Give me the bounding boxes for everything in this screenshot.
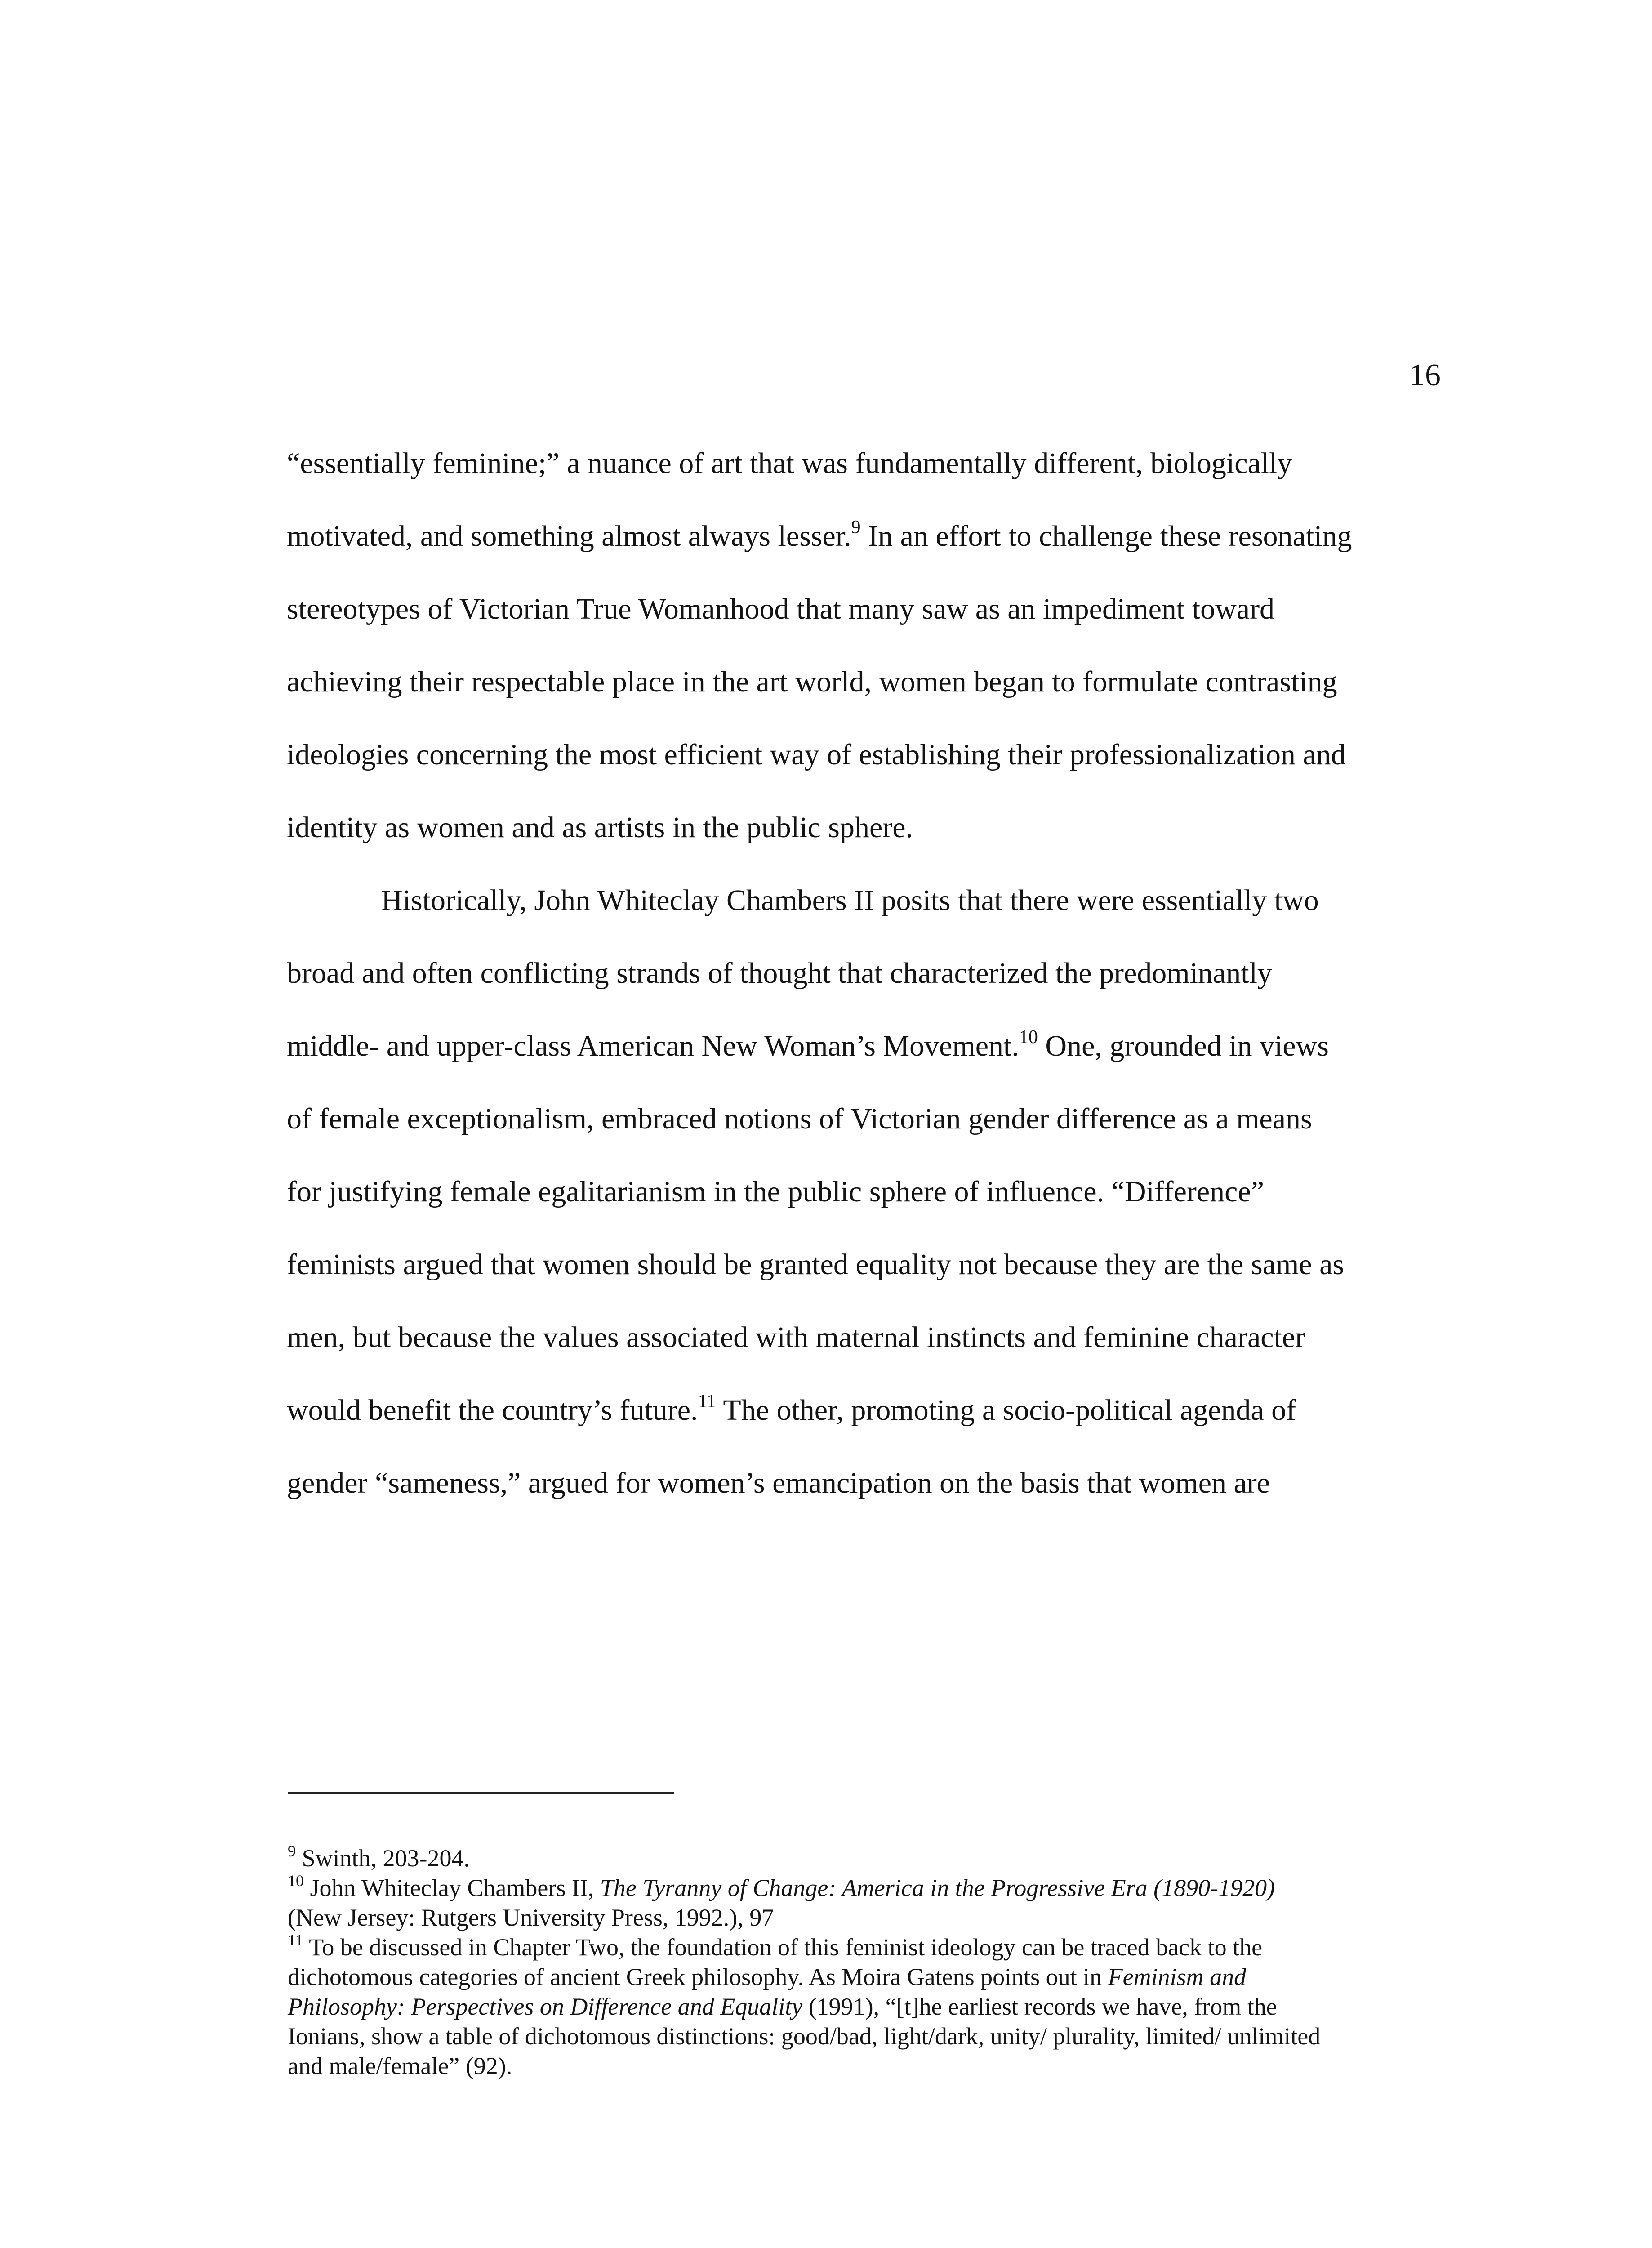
footnote-text: dichotomous categories of ancient Greek philosophy. As Moira Gatens points out in — [288, 1963, 1108, 1990]
text-line: of female exceptionalism, embraced notions of Victorian gender difference as a means — [287, 1102, 1312, 1135]
text-line: identity as women and as artists in the public sphere. — [287, 811, 913, 844]
footnote-11 — [288, 1932, 1474, 2081]
text-line — [287, 1010, 1456, 1083]
footnotes — [288, 1843, 1474, 2081]
footnote-9 — [288, 1843, 1474, 1873]
footnote-line — [288, 1962, 1474, 1992]
footnote-line — [288, 1932, 1474, 1962]
text-line — [287, 1374, 1456, 1447]
footnote-text: Swinth, 203-204. — [296, 1845, 470, 1872]
text-line: men, but because the values associated with maternal instincts and feminine character — [287, 1321, 1305, 1354]
footnote-text: (1991), “[t]he earliest records we have, from the — [802, 1993, 1277, 2020]
text-line: for justifying female egalitarianism in the public sphere of influence. “Difference” — [287, 1175, 1265, 1208]
footnote-line: (New Jersey: Rutgers University Press, 1992.), 97 — [288, 1904, 774, 1931]
text-span: middle- and upper-class American New Woman’s Movement. — [287, 1030, 1019, 1062]
text-line: gender “sameness,” argued for women’s emancipation on the basis that women are — [287, 1467, 1270, 1499]
page-number: 16 — [1409, 358, 1441, 393]
footnote-number: 11 — [288, 1931, 303, 1949]
footnote-separator — [288, 1792, 674, 1794]
text-line — [287, 500, 1456, 573]
body-text — [287, 427, 1456, 1520]
footnote-number: 10 — [288, 1872, 304, 1890]
footnote-number: 9 — [288, 1842, 296, 1860]
text-span: motivated, and something almost always lesser. — [287, 520, 851, 553]
footnote-line: and male/female” (92). — [288, 2052, 512, 2079]
footnote-text: To be discussed in Chapter Two, the foundation of this feminist ideology can be traced back to the — [303, 1934, 1263, 1961]
text-line: Historically, John Whiteclay Chambers II posits that there were essentially two — [381, 884, 1319, 917]
text-line: stereotypes of Victorian True Womanhood that many saw as an impediment toward — [287, 593, 1275, 625]
text-line: ideologies concerning the most efficient way of establishing their professionalization and — [287, 738, 1346, 771]
paragraph-2 — [287, 864, 1456, 1520]
footnote-text: John Whiteclay Chambers II, — [304, 1874, 600, 1901]
text-line: broad and often conflicting strands of thought that characterized the predominantly — [287, 957, 1272, 990]
book-title: Feminism and — [1108, 1963, 1247, 1990]
text-line: achieving their respectable place in the art world, women began to formulate contrasting — [287, 665, 1337, 698]
footnote-line — [288, 1873, 1474, 1903]
text-span: The other, promoting a socio-political agenda of — [716, 1394, 1296, 1427]
text-span: would benefit the country’s future. — [287, 1394, 698, 1427]
text-span: One, grounded in views — [1038, 1030, 1329, 1062]
footnote-ref-10[interactable]: 10 — [1019, 1027, 1038, 1048]
footnote-ref-9[interactable]: 9 — [851, 517, 861, 538]
text-line: “essentially feminine;” a nuance of art that was fundamentally different, biologically — [287, 447, 1292, 480]
text-line: feminists argued that women should be granted equality not because they are the same as — [287, 1248, 1345, 1281]
book-title: The Tyranny of Change: America in the Progressive Era (1890-1920) — [600, 1874, 1275, 1901]
paragraph-1 — [287, 427, 1456, 864]
footnote-10 — [288, 1873, 1474, 1932]
book-title: Philosophy: Perspectives on Difference and Equality — [288, 1993, 803, 2020]
footnote-line — [288, 1992, 1474, 2021]
footnote-line: Ionians, show a table of dichotomous distinctions: good/bad, light/dark, unity/ plurality, limited/ unlimited — [288, 2023, 1321, 2050]
footnote-ref-11[interactable]: 11 — [698, 1391, 717, 1412]
text-span: In an effort to challenge these resonating — [860, 520, 1352, 553]
footnote-line — [288, 1843, 1474, 1873]
